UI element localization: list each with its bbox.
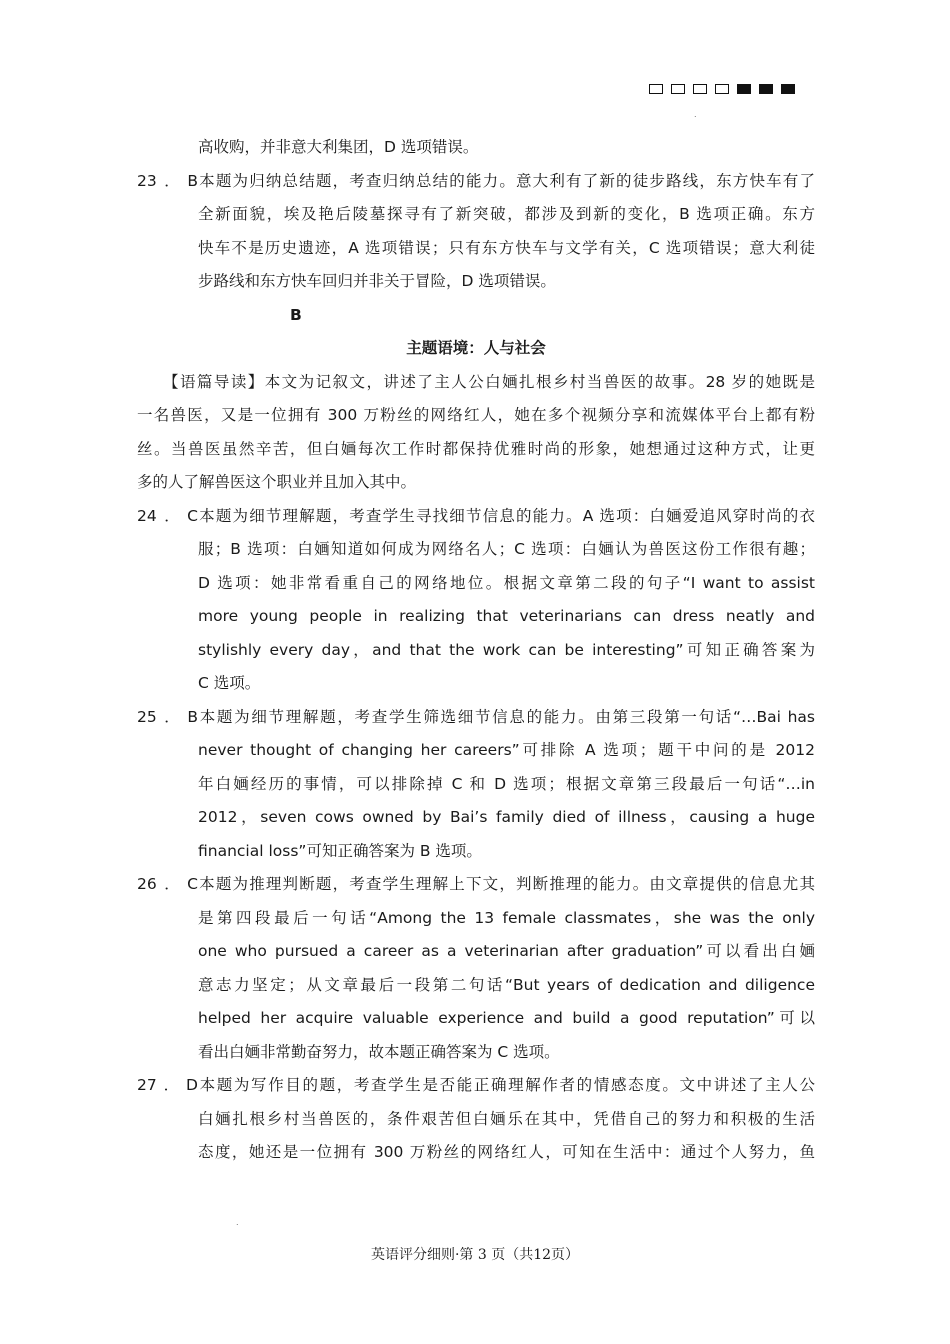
text-line: more young people in realizing that veterinarians can dress neatly and <box>198 607 815 625</box>
header-box-mark <box>671 84 685 94</box>
header-marks <box>649 84 795 94</box>
text-line: C 选项。 <box>198 674 261 692</box>
question-number: 27．D <box>137 1076 198 1094</box>
text-line: 态度，她还是一位拥有 300 万粉丝的网络红人，可知在生活中：通过个人努力，鱼 <box>198 1143 815 1161</box>
text-line: 意志力坚定；从文章最后一段第二句话“But years of dedication and diligence <box>198 975 815 994</box>
question-number: 23．B <box>137 171 198 190</box>
text-line: helped her acquire valuable experience and build a good reputation”可以 <box>198 1009 815 1027</box>
text-line: stylishly every day，and that the work can be interesting”可知正确答案为 <box>198 640 815 659</box>
scan-dot: . <box>236 1218 239 1227</box>
answer-24: 24．C本题为细节理解题，考查学生寻找细节信息的能力。A 选项：白婳爱追风穿时尚的衣 <box>137 500 815 534</box>
text-line: 年白婳经历的事情，可以排除掉 C 和 D 选项；根据文章第三段最后一句话“…in <box>198 774 815 793</box>
text-line: never thought of changing her careers”可排除 A 选项；题干中问的是 2012 <box>198 741 815 759</box>
header-box-mark <box>649 84 663 94</box>
text-line: 看出白婳非常勤奋努力，故本题正确答案为 C 选项。 <box>198 1042 560 1061</box>
text-line: one who pursued a career as a veterinarian after graduation”可以看出白婳 <box>198 942 815 960</box>
text-line: 服；B 选项：白婳知道如何成为网络名人；C 选项：白婳认为兽医这份工作很有趣； <box>198 540 815 558</box>
header-filled-mark <box>759 84 773 94</box>
text-line: 高收购，并非意大利集团，D 选项错误。 <box>198 138 479 156</box>
section-heading: B <box>290 305 302 324</box>
text-line: D 选项：她非常看重自己的网络地位。根据文章第二段的句子“I want to assist <box>198 573 815 592</box>
text-line: 快车不是历史遗迹，A 选项错误；只有东方快车与文学有关，C 选项错误；意大利徒 <box>198 238 815 257</box>
page-footer: 英语评分细则·第 3 页（共12页） <box>370 1247 580 1263</box>
header-box-mark <box>693 84 707 94</box>
answer-23: 23．B本题为归纳总结题，考查归纳总结的能力。意大利有了新的徒步路线，东方快车有了 <box>137 165 815 199</box>
question-number: 25．B <box>137 707 198 726</box>
question-number: 26．C <box>137 875 198 893</box>
scan-dot: . <box>694 110 697 119</box>
intro-line: 【语篇导读】本文为记叙文，讲述了主人公白婳扎根乡村当兽医的故事。28 岁的她既是 <box>163 372 815 391</box>
answer-content <box>137 131 815 1170</box>
header-filled-mark <box>737 84 751 94</box>
question-number: 24．C <box>137 506 198 525</box>
header-box-mark <box>715 84 729 94</box>
header-filled-mark <box>781 84 795 94</box>
intro-line: 一名兽医，又是一位拥有 300 万粉丝的网络红人，她在多个视频分享和流媒体平台上都有粉 <box>137 406 815 424</box>
answer-26: 26．C本题为推理判断题，考查学生理解上下文，判断推理的能力。由文章提供的信息尤其 <box>137 868 815 902</box>
theme-heading: 主题语境：人与社会 <box>406 339 546 357</box>
text-line: 2012，seven cows owned by Bai’s family died of illness，causing a huge <box>198 808 815 826</box>
intro-line: 丝。当兽医虽然辛苦，但白婳每次工作时都保持优雅时尚的形象，她想通过这种方式，让更 <box>137 439 815 458</box>
text-line: financial loss”可知正确答案为 B 选项。 <box>198 841 482 860</box>
text-line: 白婳扎根乡村当兽医的，条件艰苦但白婳乐在其中，凭借自己的努力和积极的生活 <box>198 1109 815 1128</box>
answer-25: 25．B本题为细节理解题，考查学生筛选细节信息的能力。由第三段第一句话“…Bai has <box>137 701 815 735</box>
text-line: 全新面貌，埃及艳后陵墓探寻有了新突破，都涉及到新的变化，B 选项正确。东方 <box>198 205 815 223</box>
answer-27: 27．D本题为写作目的题，考查学生是否能正确理解作者的情感态度。文中讲述了主人公 <box>137 1069 815 1103</box>
text-line: 步路线和东方快车回归并非关于冒险，D 选项错误。 <box>198 272 556 290</box>
text-line: 是第四段最后一句话“Among the 13 female classmates，she was the only <box>198 908 815 927</box>
intro-line: 多的人了解兽医这个职业并且加入其中。 <box>137 473 417 491</box>
